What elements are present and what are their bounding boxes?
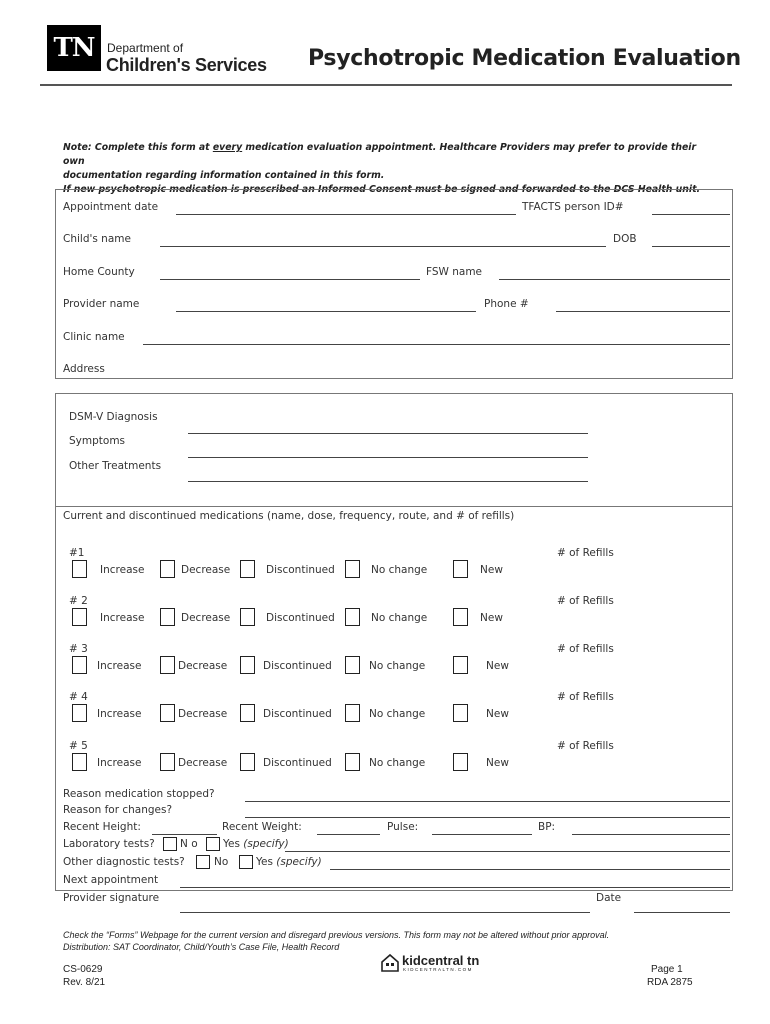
- medication-row-5-no-change-label: No change: [369, 757, 426, 769]
- medication-row-2-decrease-label: Decrease: [181, 612, 231, 624]
- recent-height-field[interactable]: [152, 834, 217, 835]
- footer-note-line1: Check the “Forms” Webpage for the current version and disregard previous versions. This form may not be altered without prior approval.: [63, 930, 610, 940]
- medication-row-3-no-change-label: No change: [369, 660, 426, 672]
- medication-row-5-new-checkbox[interactable]: [453, 753, 468, 771]
- kidcentral-url: KIDCENTRALTN.COM: [403, 967, 473, 972]
- next-appointment-label: Next appointment: [63, 874, 159, 886]
- bp-label: BP:: [538, 821, 556, 833]
- medication-row-3-increase-label: Increase: [97, 660, 142, 672]
- medication-row-2-increase-checkbox[interactable]: [72, 608, 87, 626]
- medication-row-5-label: # 5: [69, 740, 88, 752]
- medication-row-1-no-change-label: No change: [371, 564, 428, 576]
- medication-row-4-increase-checkbox[interactable]: [72, 704, 87, 722]
- medication-row-1-label: #1: [69, 547, 85, 559]
- medication-row-2-refills-label: # of Refills: [557, 595, 614, 607]
- medication-row-4-new-label: New: [486, 708, 509, 720]
- recent-weight-label: Recent Weight:: [222, 821, 302, 833]
- medication-row-4-label: # 4: [69, 691, 88, 703]
- fsw-name-label: FSW name: [426, 266, 483, 278]
- reason-stopped-label: Reason medication stopped?: [63, 788, 215, 800]
- other-tests-no-checkbox[interactable]: [196, 855, 210, 869]
- form-revision: Rev. 8/21: [63, 977, 106, 988]
- medication-row-3-label: # 3: [69, 643, 88, 655]
- symptoms-label: Symptoms: [69, 435, 126, 447]
- medication-row-2-label: # 2: [69, 595, 88, 607]
- note-line2: documentation regarding information contained in this form.: [63, 170, 385, 181]
- medication-row-5-increase-label: Increase: [97, 757, 142, 769]
- dept-name-line1: Department of: [107, 41, 184, 55]
- medication-row-1-increase-checkbox[interactable]: [72, 560, 87, 578]
- medication-row-4-no-change-checkbox[interactable]: [345, 704, 360, 722]
- dept-name-line2: Children's Services: [106, 55, 267, 75]
- other-yes-text: Yes: [256, 856, 273, 868]
- home-county-field[interactable]: [160, 279, 420, 280]
- provider-signature-field[interactable]: [180, 912, 590, 913]
- address-label: Address: [63, 363, 105, 375]
- medication-row-3-decrease-checkbox[interactable]: [160, 656, 175, 674]
- appointment-date-field[interactable]: [176, 214, 516, 215]
- provider-signature-label: Provider signature: [63, 892, 160, 904]
- medication-row-3-discontinued-label: Discontinued: [263, 660, 332, 672]
- childs-name-field[interactable]: [160, 246, 606, 247]
- medication-row-1-new-label: New: [480, 564, 503, 576]
- recent-height-label: Recent Height:: [63, 821, 141, 833]
- page-title: Psychotropic Medication Evaluation: [308, 46, 741, 71]
- provider-name-label: Provider name: [63, 298, 140, 310]
- header-divider: [40, 84, 732, 86]
- provider-name-field[interactable]: [176, 311, 476, 312]
- medication-row-4-no-change-label: No change: [369, 708, 426, 720]
- lab-tests-yes-checkbox[interactable]: [206, 837, 220, 851]
- tfacts-label: TFACTS person ID#: [522, 201, 624, 213]
- other-tests-label: Other diagnostic tests?: [63, 856, 185, 868]
- medication-row-3-discontinued-checkbox[interactable]: [240, 656, 255, 674]
- medication-row-3-decrease-label: Decrease: [178, 660, 228, 672]
- other-tests-specify-field[interactable]: [330, 869, 730, 870]
- medication-row-3-refills-label: # of Refills: [557, 643, 614, 655]
- other-treatments-field[interactable]: [188, 481, 588, 482]
- info-box: [55, 189, 733, 379]
- phone-field[interactable]: [556, 311, 730, 312]
- dob-field[interactable]: [652, 246, 730, 247]
- other-treatments-label: Other Treatments: [69, 460, 162, 472]
- medication-row-1-decrease-label: Decrease: [181, 564, 231, 576]
- medication-row-1-no-change-checkbox[interactable]: [345, 560, 360, 578]
- medication-row-2-no-change-label: No change: [371, 612, 428, 624]
- lab-tests-yes-label: [223, 838, 289, 850]
- reason-changes-label: Reason for changes?: [63, 804, 173, 816]
- tn-logo: TN: [47, 25, 101, 71]
- medication-row-5-refills-label: # of Refills: [557, 740, 614, 752]
- medication-row-2-new-label: New: [480, 612, 503, 624]
- lab-tests-specify-field[interactable]: [285, 851, 730, 852]
- lab-tests-no-label: N o: [180, 838, 198, 850]
- lab-tests-label: Laboratory tests?: [63, 838, 155, 850]
- medication-row-1-new-checkbox[interactable]: [453, 560, 468, 578]
- medication-row-4-increase-label: Increase: [97, 708, 142, 720]
- medication-row-2-no-change-checkbox[interactable]: [345, 608, 360, 626]
- other-yes-specify: (specify): [276, 856, 322, 868]
- kidcentral-logo: kidcentral tn: [402, 953, 480, 968]
- medications-heading: Current and discontinued medications (name, dose, frequency, route, and # of refills): [63, 510, 515, 522]
- medication-row-5-no-change-checkbox[interactable]: [345, 753, 360, 771]
- note-line1: medication evaluation appointment. Healthcare Providers may prefer to provide their own: [63, 142, 697, 167]
- medication-row-4-refills-label: # of Refills: [557, 691, 614, 703]
- date-label: Date: [596, 892, 622, 904]
- reason-changes-field[interactable]: [245, 817, 730, 818]
- reason-stopped-field[interactable]: [245, 801, 730, 802]
- clinic-name-field[interactable]: [143, 344, 730, 345]
- pulse-field[interactable]: [432, 834, 532, 835]
- recent-weight-field[interactable]: [317, 834, 380, 835]
- clinic-name-label: Clinic name: [63, 331, 125, 343]
- medication-row-2-discontinued-label: Discontinued: [266, 612, 335, 624]
- medication-row-4-decrease-checkbox[interactable]: [160, 704, 175, 722]
- dob-label: DOB: [613, 233, 637, 245]
- next-appointment-field[interactable]: [180, 887, 730, 888]
- medication-row-2-decrease-checkbox[interactable]: [160, 608, 175, 626]
- appointment-date-label: Appointment date: [63, 201, 159, 213]
- note-line3: If new psychotropic medication is prescribed an Informed Consent must be signed and forwarded to the DCS Health unit.: [63, 184, 701, 195]
- medication-row-4-discontinued-checkbox[interactable]: [240, 704, 255, 722]
- medication-row-5-discontinued-label: Discontinued: [263, 757, 332, 769]
- phone-label: Phone #: [484, 298, 529, 310]
- medication-row-5-discontinued-checkbox[interactable]: [240, 753, 255, 771]
- medication-row-1-decrease-checkbox[interactable]: [160, 560, 175, 578]
- childs-name-label: Child's name: [63, 233, 131, 245]
- medication-row-1-discontinued-checkbox[interactable]: [240, 560, 255, 578]
- tfacts-field[interactable]: [652, 214, 730, 215]
- lab-yes-text: Yes: [223, 838, 240, 850]
- dsm-field[interactable]: [188, 433, 588, 434]
- medication-row-3-new-label: New: [486, 660, 509, 672]
- note-prefix: Note: Complete this form at: [63, 142, 213, 153]
- medication-row-5-new-label: New: [486, 757, 509, 769]
- medication-row-4-decrease-label: Decrease: [178, 708, 228, 720]
- note-emphasis: every: [212, 142, 243, 153]
- other-tests-no-label: No: [214, 856, 229, 868]
- medication-row-2-discontinued-checkbox[interactable]: [240, 608, 255, 626]
- medication-row-5-decrease-label: Decrease: [178, 757, 228, 769]
- other-tests-yes-label: [256, 856, 322, 868]
- medication-row-3-no-change-checkbox[interactable]: [345, 656, 360, 674]
- lab-tests-no-checkbox[interactable]: [163, 837, 177, 851]
- medication-row-3-new-checkbox[interactable]: [453, 656, 468, 674]
- medication-row-4-discontinued-label: Discontinued: [263, 708, 332, 720]
- home-county-label: Home County: [63, 266, 135, 278]
- footer-note-line2: Distribution: SAT Coordinator, Child/Youth’s Case File, Health Record: [63, 942, 340, 952]
- dsm-label: DSM-V Diagnosis: [69, 411, 158, 423]
- bp-field[interactable]: [572, 834, 730, 835]
- medication-row-3-increase-checkbox[interactable]: [72, 656, 87, 674]
- medication-row-1-increase-label: Increase: [100, 564, 145, 576]
- medication-row-1-discontinued-label: Discontinued: [266, 564, 335, 576]
- form-number: CS-0629: [63, 964, 103, 975]
- other-tests-yes-checkbox[interactable]: [239, 855, 253, 869]
- lab-yes-specify: (specify): [243, 838, 289, 850]
- pulse-label: Pulse:: [387, 821, 419, 833]
- symptoms-field[interactable]: [188, 457, 588, 458]
- medication-row-2-increase-label: Increase: [100, 612, 145, 624]
- medication-row-2-new-checkbox[interactable]: [453, 608, 468, 626]
- signature-date-field[interactable]: [634, 912, 730, 913]
- rda-number: RDA 2875: [647, 977, 693, 988]
- page-number: Page 1: [651, 964, 683, 975]
- medication-row-4-new-checkbox[interactable]: [453, 704, 468, 722]
- medication-row-5-increase-checkbox[interactable]: [72, 753, 87, 771]
- medication-row-5-decrease-checkbox[interactable]: [160, 753, 175, 771]
- kidcentral-house-icon: [380, 953, 400, 973]
- fsw-name-field[interactable]: [499, 279, 730, 280]
- medication-row-1-refills-label: # of Refills: [557, 547, 614, 559]
